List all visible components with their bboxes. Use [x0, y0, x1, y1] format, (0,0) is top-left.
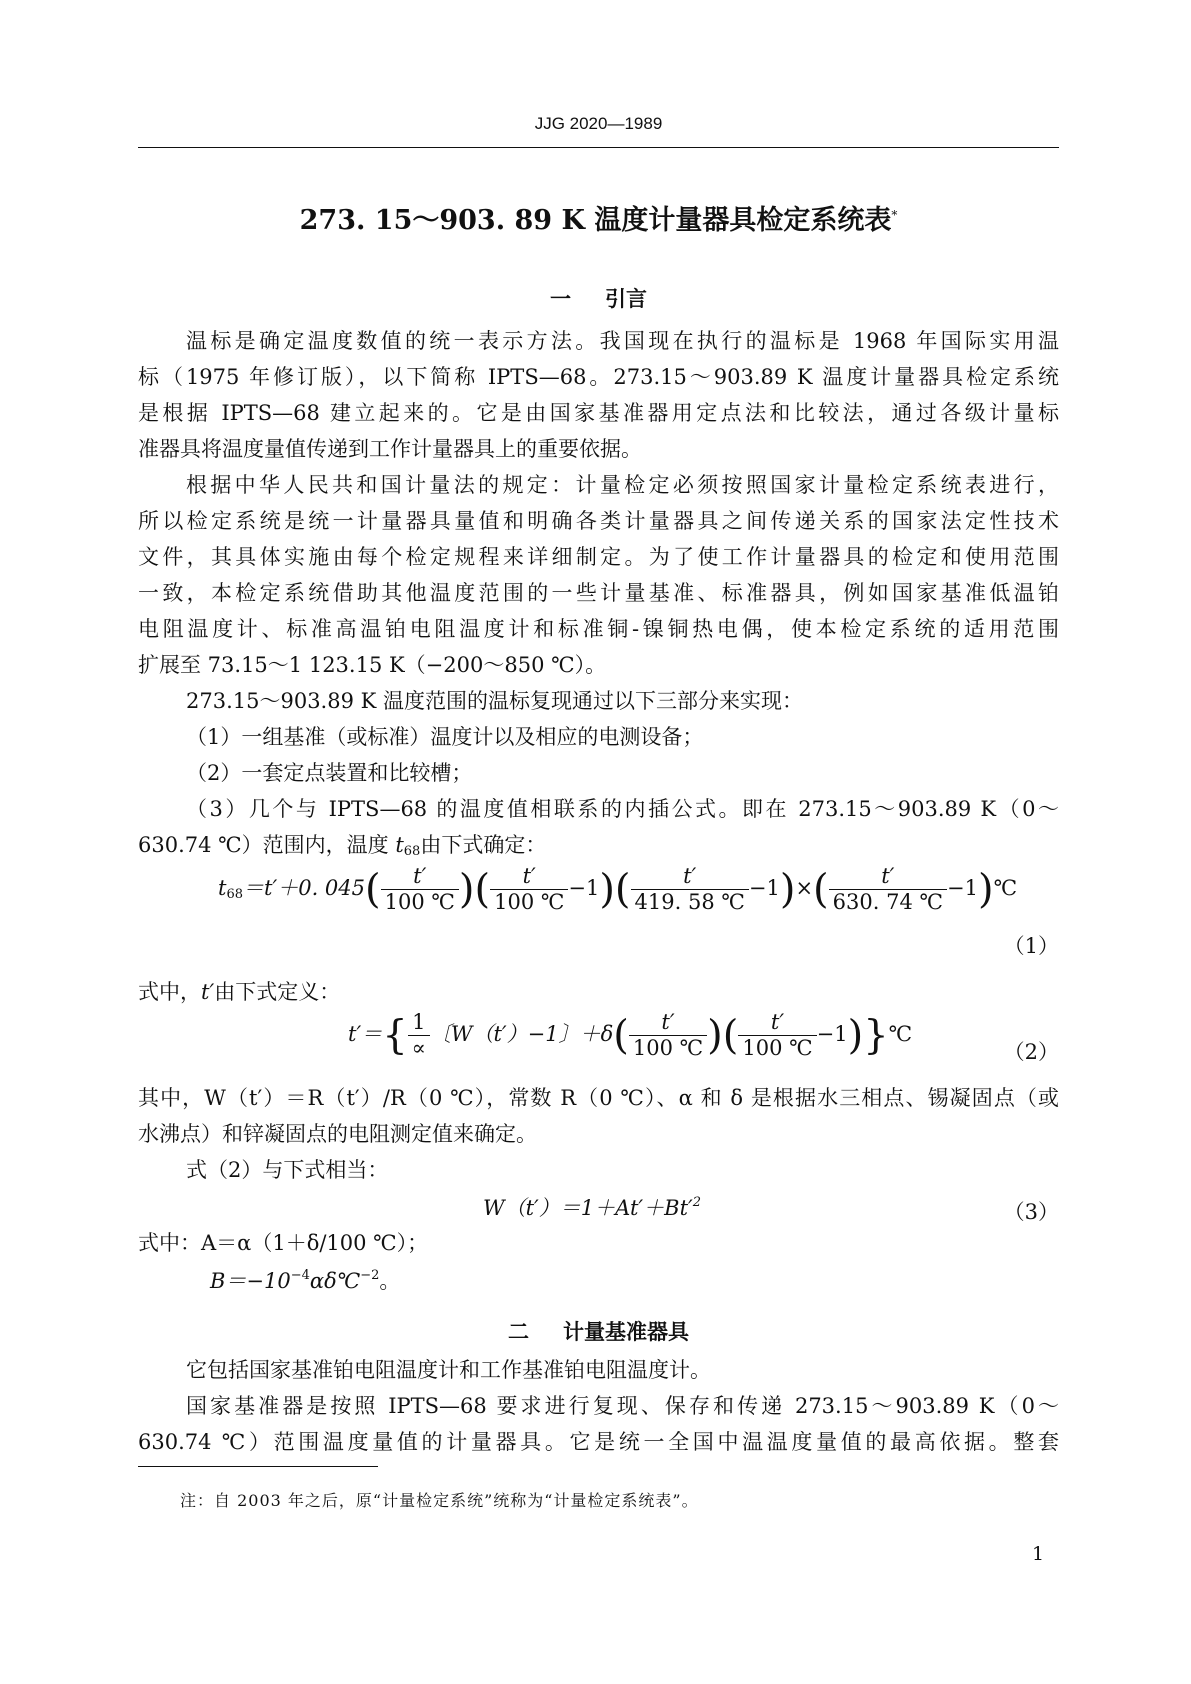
paragraph-line	[138, 835, 1059, 858]
paren: )}	[847, 1012, 889, 1059]
equation-number-3: （3）	[1003, 1200, 1059, 1224]
eq-rhs-start: ＝t′＋0. 045	[243, 876, 366, 900]
denominator: 100 ℃	[490, 889, 568, 913]
equation-number-2: （2）	[1003, 1040, 1059, 1064]
paragraph-line: 标（1975 年修订版），以下简称 IPTS—68。273.15～903.89 K 温度计量器具检定系统	[138, 365, 1059, 389]
paren: )(	[599, 866, 631, 913]
paragraph-line	[210, 1269, 1131, 1292]
list-item: （2）一套定点装置和比较槽；	[186, 761, 473, 785]
paragraph-line: 273.15～903.89 K 温度范围的温标复现通过以下三部分来实现：	[186, 689, 803, 713]
numerator: t′	[522, 864, 536, 888]
numerator: 1	[412, 1010, 426, 1034]
section-number: 一	[550, 286, 571, 311]
denominator: 100 ℃	[381, 889, 459, 913]
times-sign: ×	[795, 876, 814, 900]
paragraph-line: 温标是确定温度数值的统一表示方法。我国现在执行的温标是 1968 年国际实用温	[186, 329, 1059, 353]
paren: )	[977, 866, 994, 913]
text-run: 由下式确定：	[420, 833, 547, 857]
minus-one: −1	[568, 876, 600, 900]
paragraph-line: 式中：A＝α（1＋δ/100 ℃）；	[138, 1231, 429, 1255]
title-text: 273. 15～903. 89 K 温度计量器具检定系统表	[299, 205, 892, 236]
equation-number-1: （1）	[1003, 934, 1059, 958]
unit: ℃	[888, 1022, 913, 1046]
minus-one: −1	[816, 1022, 848, 1046]
document-title	[138, 198, 1059, 237]
numerator: t′	[661, 1010, 675, 1034]
fraction	[408, 1012, 430, 1059]
fraction	[381, 866, 459, 913]
eq-lhs-sub: 68	[226, 887, 243, 902]
paren: )	[779, 866, 796, 913]
paragraph-line: 文件，其具体实施由每个检定规程来详细制定。为了使工作计量器具的检定和使用范围	[138, 545, 1059, 569]
equation-3	[483, 1196, 701, 1219]
footnote-rule	[138, 1466, 378, 1467]
equation-1	[218, 866, 1017, 913]
title-footnote-mark: *	[891, 208, 898, 222]
denominator: 630. 74 ℃	[829, 889, 947, 913]
section-title: 计量基准器具	[563, 1319, 689, 1344]
paragraph-line: 国家基准器是按照 IPTS—68 要求进行复现、保存和传递 273.15～903.89 K（0～	[186, 1394, 1059, 1418]
brace: {	[382, 1012, 408, 1059]
denominator: 419. 58 ℃	[631, 889, 749, 913]
header-rule	[138, 147, 1059, 148]
paren: (	[813, 866, 829, 913]
text-run: 式中，	[138, 980, 201, 1004]
paragraph-line: 一致，本检定系统借助其他温度范围的一些计量基准、标准器具，例如国家基准低温铂	[138, 581, 1059, 605]
paragraph-line	[138, 982, 1059, 1003]
paragraph-line: 是根据 IPTS—68 建立起来的。它是由国家基准器用定点法和比较法，通过各级计量标	[138, 401, 1059, 425]
paren: )(	[458, 866, 491, 913]
section-heading-1	[138, 283, 1059, 313]
paren: (	[365, 866, 381, 913]
text-run: 。	[379, 1269, 401, 1293]
list-item: （1）一组基准（或标准）温度计以及相应的电测设备；	[186, 725, 704, 749]
paragraph-line: 其中，W（t′）＝R（t′）/R（0 ℃），常数 R（0 ℃）、α 和 δ 是根据水三相点、锡凝固点（或	[138, 1086, 1059, 1110]
paragraph-line: 根据中华人民共和国计量法的规定：计量检定必须按照国家计量检定系统表进行，	[186, 473, 1059, 497]
paren: (	[613, 1012, 629, 1059]
paragraph-line: 扩展至 73.15～1 123.15 K（−200～850 ℃）。	[138, 653, 607, 677]
text-run: B＝−10	[210, 1269, 291, 1293]
var-tprime: t′	[201, 980, 215, 1004]
paragraph-line: 630.74 ℃）范围温度量值的计量器具。它是统一全国中温温度量值的最高依据。整套	[138, 1430, 1059, 1454]
paragraph-line: 所以检定系统是统一计量器具量值和明确各类计量器具之间传递关系的国家法定性技术	[138, 509, 1059, 533]
minus-one: −1	[946, 876, 978, 900]
minus-one: −1	[748, 876, 780, 900]
text-run: 由下式定义：	[214, 980, 341, 1004]
list-item: （3）几个与 IPTS—68 的温度值相联系的内插公式。即在 273.15～903.89 K（0～	[186, 797, 1059, 821]
superscript: 2	[692, 1195, 702, 1210]
fraction	[738, 1012, 816, 1059]
page-number: 1	[1032, 1543, 1045, 1565]
eq-lhs: t	[218, 876, 227, 900]
paragraph-line: 水沸点）和锌凝固点的电阻测定值来确定。	[138, 1122, 537, 1146]
paragraph-line: 准器具将温度量值传递到工作计量器具上的重要依据。	[138, 437, 642, 461]
eq-text: W（t′）＝1＋At′＋Bt′	[483, 1196, 693, 1220]
unit: ℃	[993, 876, 1018, 900]
paragraph-line: 电阻温度计、标准高温铂电阻温度计和标准铜-镍铜热电偶，使本检定系统的适用范围	[138, 617, 1059, 641]
superscript: −4	[290, 1268, 310, 1283]
text-run: 630.74 ℃）范围内，温度	[138, 833, 396, 857]
fraction	[629, 1012, 707, 1059]
denominator: 100 ℃	[738, 1035, 816, 1059]
footnote: 注：自 2003 年之后，原“计量检定系统”统称为“计量检定系统表”。	[180, 1491, 699, 1510]
numerator: t′	[770, 1010, 785, 1034]
fraction	[490, 866, 568, 913]
paragraph-line: 式（2）与下式相当：	[186, 1158, 389, 1182]
numerator: t′	[683, 864, 697, 888]
eq-mid: 〔W（t′）−1〕＋δ	[429, 1022, 614, 1046]
fraction	[829, 866, 947, 913]
denominator: ∝	[408, 1035, 430, 1059]
fraction	[631, 866, 749, 913]
paren: )(	[707, 1012, 739, 1059]
text-run: αδ℃	[309, 1269, 361, 1293]
denominator: 100 ℃	[629, 1035, 707, 1059]
numerator: t′	[413, 864, 427, 888]
running-header: JJG 2020—1989	[534, 114, 663, 133]
numerator: t′	[881, 864, 895, 888]
section-title: 引言	[605, 286, 647, 311]
section-heading-2	[138, 1316, 1059, 1346]
section-number: 二	[508, 1319, 529, 1344]
equation-2	[348, 1012, 912, 1059]
superscript: −2	[360, 1268, 380, 1283]
var-t: t	[395, 833, 404, 857]
eq-lhs: t′＝	[348, 1022, 383, 1046]
paragraph-line: 它包括国家基准铂电阻温度计和工作基准铂电阻温度计。	[186, 1358, 711, 1382]
subscript: 68	[403, 844, 421, 859]
